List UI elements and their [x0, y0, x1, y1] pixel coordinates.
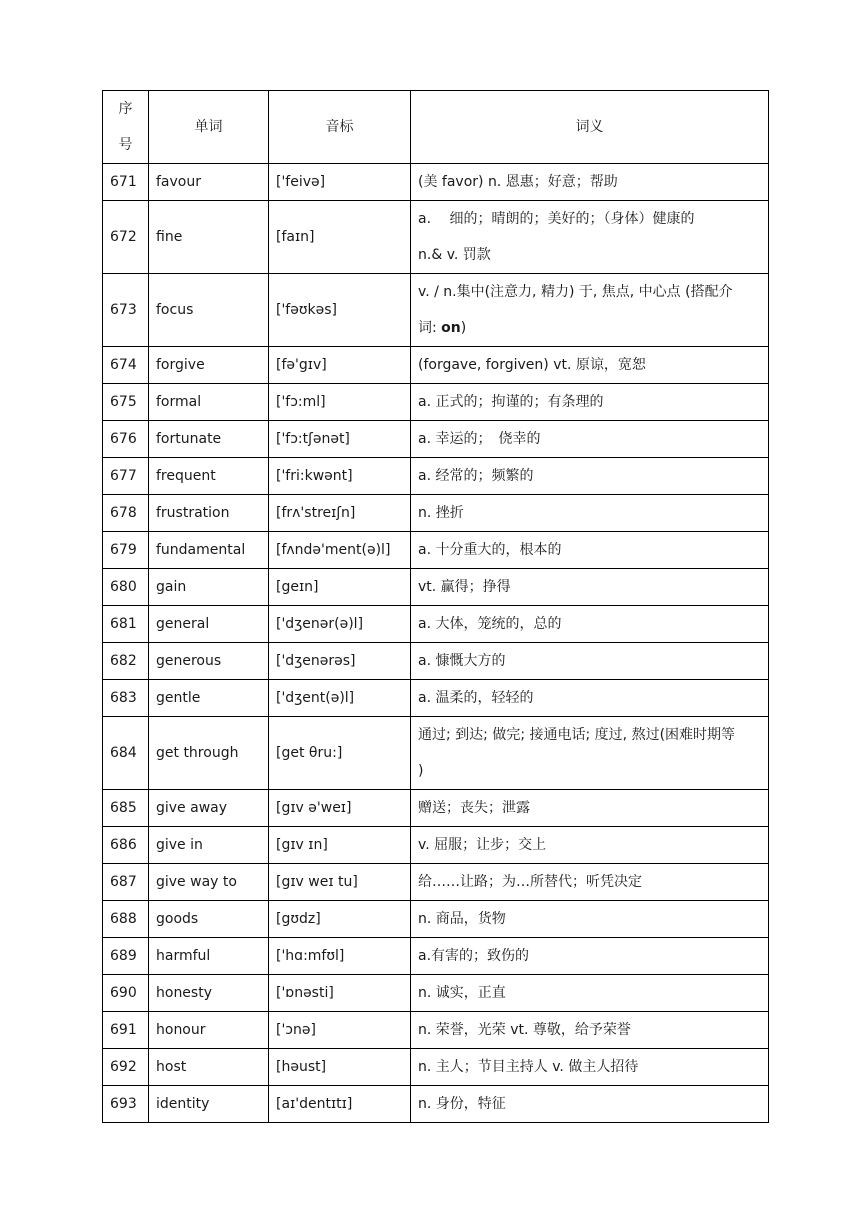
- row-word: general: [149, 606, 269, 643]
- row-number: 685: [103, 790, 149, 827]
- row-meaning-line1: a. 细的；晴朗的；美好的；（身体）健康的: [418, 211, 695, 227]
- row-number: 674: [103, 347, 149, 384]
- row-number: 682: [103, 643, 149, 680]
- row-phonetic: ['fɔ:ml]: [269, 384, 411, 421]
- row-word: gain: [149, 569, 269, 606]
- row-meaning: a.有害的；致伤的: [411, 938, 769, 975]
- row-meaning: n. 挫折: [411, 495, 769, 532]
- row-word: goods: [149, 901, 269, 938]
- table-row: [103, 458, 769, 495]
- row-meaning: a. 十分重大的，根本的: [411, 532, 769, 569]
- row-word: get through: [149, 717, 269, 790]
- row-number: 675: [103, 384, 149, 421]
- table-row: [103, 790, 769, 827]
- row-phonetic: ['hɑ:mfʊl]: [269, 938, 411, 975]
- row-word: focus: [149, 274, 269, 347]
- row-phonetic: [gɪv ə'weɪ]: [269, 790, 411, 827]
- table-row: [103, 901, 769, 938]
- row-word: identity: [149, 1086, 269, 1123]
- row-number: 690: [103, 975, 149, 1012]
- vocabulary-table: [102, 90, 769, 1123]
- row-meaning: n. 身份，特征: [411, 1086, 769, 1123]
- row-word: formal: [149, 384, 269, 421]
- table-row: [103, 347, 769, 384]
- row-number: 687: [103, 864, 149, 901]
- row-word: give away: [149, 790, 269, 827]
- row-phonetic: ['feivə]: [269, 164, 411, 201]
- row-word: host: [149, 1049, 269, 1086]
- row-word: honour: [149, 1012, 269, 1049]
- row-phonetic: [fʌndə'ment(ə)l]: [269, 532, 411, 569]
- row-phonetic: [geɪn]: [269, 569, 411, 606]
- row-phonetic: [həust]: [269, 1049, 411, 1086]
- row-meaning: n. 诚实，正直: [411, 975, 769, 1012]
- row-meaning: a. 经常的；频繁的: [411, 458, 769, 495]
- row-number: 684: [103, 717, 149, 790]
- row-word: honesty: [149, 975, 269, 1012]
- header-word: 单词: [149, 91, 269, 164]
- row-phonetic: ['ɒnəsti]: [269, 975, 411, 1012]
- row-phonetic: ['fɔ:tʃənət]: [269, 421, 411, 458]
- table-row: [103, 606, 769, 643]
- table-row: [103, 384, 769, 421]
- row-word: forgive: [149, 347, 269, 384]
- table-row: [103, 680, 769, 717]
- row-phonetic: [fə'gɪv]: [269, 347, 411, 384]
- row-meaning: a. 正式的；拘谨的；有条理的: [411, 384, 769, 421]
- row-meaning: [411, 717, 769, 790]
- row-number: 683: [103, 680, 149, 717]
- table-row: [103, 827, 769, 864]
- header-meaning: 词义: [411, 91, 769, 164]
- row-word: generous: [149, 643, 269, 680]
- table-row: [103, 643, 769, 680]
- row-word: frustration: [149, 495, 269, 532]
- row-number: 679: [103, 532, 149, 569]
- row-number: 673: [103, 274, 149, 347]
- row-phonetic: ['fəʊkəs]: [269, 274, 411, 347]
- row-meaning: [411, 274, 769, 347]
- row-meaning: (forgave, forgiven) vt. 原谅，宽恕: [411, 347, 769, 384]
- row-phonetic: [frʌ'streɪʃn]: [269, 495, 411, 532]
- row-word: fundamental: [149, 532, 269, 569]
- table-row: [103, 274, 769, 347]
- row-meaning-line2: n.& v. 罚款: [418, 247, 491, 263]
- header-number: [103, 91, 149, 164]
- row-meaning: vt. 赢得；挣得: [411, 569, 769, 606]
- table-row: [103, 1012, 769, 1049]
- row-phonetic: [get θru:]: [269, 717, 411, 790]
- row-number: 686: [103, 827, 149, 864]
- row-meaning: a. 慷慨大方的: [411, 643, 769, 680]
- row-word: fine: [149, 201, 269, 274]
- table-row: [103, 421, 769, 458]
- row-meaning: v. 屈服；让步；交上: [411, 827, 769, 864]
- row-meaning: 给……让路；为…所替代；听凭决定: [411, 864, 769, 901]
- row-word: give way to: [149, 864, 269, 901]
- row-phonetic: ['dʒent(ə)l]: [269, 680, 411, 717]
- row-number: 692: [103, 1049, 149, 1086]
- row-number: 680: [103, 569, 149, 606]
- table-row: [103, 495, 769, 532]
- table-row: [103, 975, 769, 1012]
- row-meaning-line1: v. / n.集中(注意力, 精力) 于, 焦点, 中心点 (搭配介: [418, 284, 733, 300]
- header-row: [103, 91, 769, 164]
- row-word: fortunate: [149, 421, 269, 458]
- row-meaning-line2a: 词:: [418, 320, 442, 336]
- row-phonetic: [gɪv weɪ tu]: [269, 864, 411, 901]
- row-meaning: a. 大体，笼统的，总的: [411, 606, 769, 643]
- row-number: 671: [103, 164, 149, 201]
- row-meaning: [411, 201, 769, 274]
- row-number: 688: [103, 901, 149, 938]
- table-row: [103, 938, 769, 975]
- table-row: [103, 201, 769, 274]
- header-phonetic: 音标: [269, 91, 411, 164]
- row-phonetic: [aɪ'dentɪtɪ]: [269, 1086, 411, 1123]
- row-meaning: 赠送；丧失；泄露: [411, 790, 769, 827]
- row-meaning-preposition: on: [441, 320, 461, 336]
- row-phonetic: [gɪv ɪn]: [269, 827, 411, 864]
- row-phonetic: ['ɔnə]: [269, 1012, 411, 1049]
- table-row: [103, 1086, 769, 1123]
- row-word: frequent: [149, 458, 269, 495]
- row-meaning-line2c: ): [460, 320, 467, 336]
- row-phonetic: ['fri:kwənt]: [269, 458, 411, 495]
- table-row: [103, 1049, 769, 1086]
- header-number-line2: 号: [118, 137, 133, 153]
- row-number: 672: [103, 201, 149, 274]
- row-number: 693: [103, 1086, 149, 1123]
- row-meaning: a. 温柔的，轻轻的: [411, 680, 769, 717]
- row-number: 689: [103, 938, 149, 975]
- row-phonetic: ['dʒenərəs]: [269, 643, 411, 680]
- row-word: favour: [149, 164, 269, 201]
- row-word: give in: [149, 827, 269, 864]
- row-meaning: a. 幸运的； 侥幸的: [411, 421, 769, 458]
- row-number: 678: [103, 495, 149, 532]
- table-row: [103, 164, 769, 201]
- row-phonetic: [faɪn]: [269, 201, 411, 274]
- row-number: 691: [103, 1012, 149, 1049]
- table-row: [103, 532, 769, 569]
- row-word: gentle: [149, 680, 269, 717]
- row-phonetic: [gʊdz]: [269, 901, 411, 938]
- row-meaning: n. 主人；节目主持人 v. 做主人招待: [411, 1049, 769, 1086]
- table-row: [103, 569, 769, 606]
- header-number-line1: 序: [118, 101, 133, 117]
- table-row: [103, 717, 769, 790]
- row-number: 681: [103, 606, 149, 643]
- row-number: 676: [103, 421, 149, 458]
- row-number: 677: [103, 458, 149, 495]
- row-meaning-line2: ): [418, 763, 424, 779]
- row-phonetic: ['dʒenər(ə)l]: [269, 606, 411, 643]
- row-meaning: n. 商品，货物: [411, 901, 769, 938]
- row-meaning: n. 荣誉，光荣 vt. 尊敬，给予荣誉: [411, 1012, 769, 1049]
- table-row: [103, 864, 769, 901]
- row-meaning: (美 favor) n. 恩惠；好意；帮助: [411, 164, 769, 201]
- row-word: harmful: [149, 938, 269, 975]
- row-meaning-line1: 通过; 到达; 做完; 接通电话; 度过, 熬过(困难时期等: [418, 727, 736, 743]
